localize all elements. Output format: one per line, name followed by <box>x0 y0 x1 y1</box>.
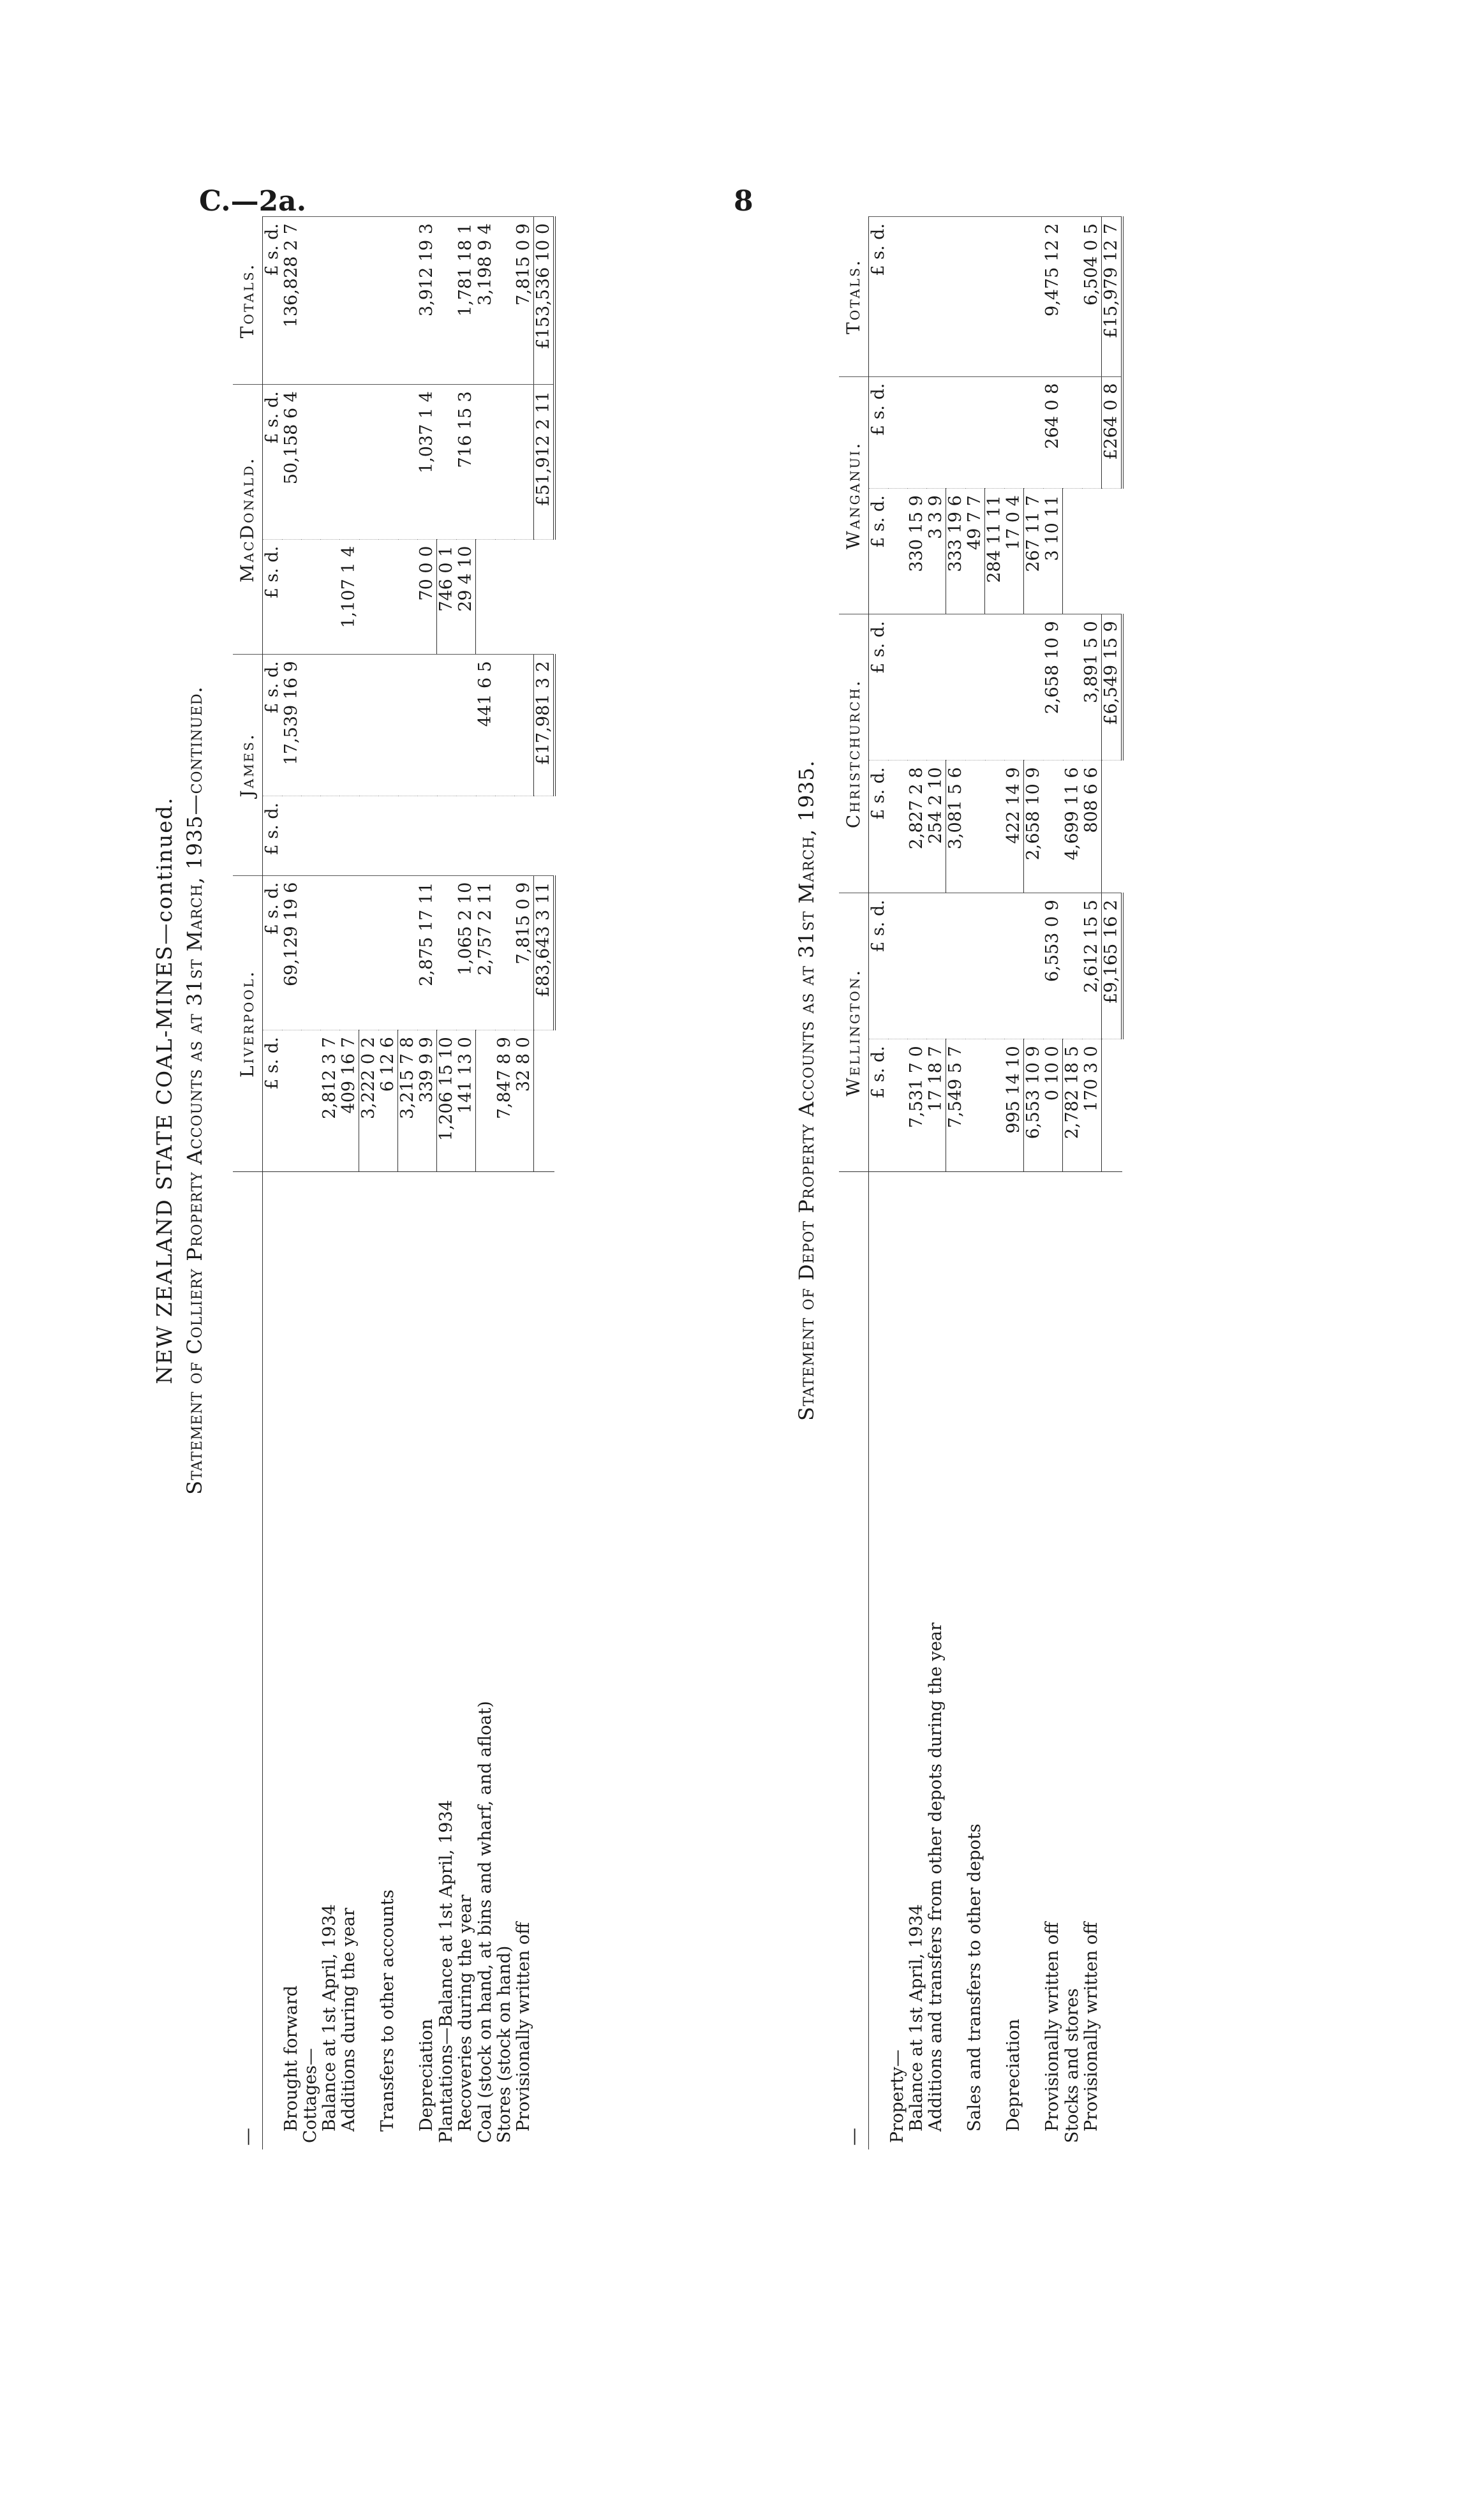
row-label: Coal (stock on hand, at bins and wharf, and afloat) <box>476 1172 495 2150</box>
table-row <box>888 217 907 2150</box>
cell: 422 14 9 <box>1004 761 1024 893</box>
row-label <box>946 1172 966 2150</box>
units: £ s. d. <box>263 217 283 385</box>
cell: 1,781 18 1 <box>456 217 476 385</box>
cell: 3,198 9 4 <box>476 217 495 385</box>
row-label: Property— <box>888 1172 907 2150</box>
cell: 330 15 9 <box>907 489 926 614</box>
depot-col-totals: Totals. <box>839 217 869 377</box>
cell: 49 7 7 <box>965 489 985 614</box>
table-row <box>926 217 946 2150</box>
table-row <box>985 217 1005 2150</box>
cell: 441 6 5 <box>476 655 495 796</box>
totals-row <box>533 217 554 2150</box>
total-james: £17,981 3 2 <box>533 655 554 796</box>
units: £ s. d. <box>869 893 889 1039</box>
row-label: Depreciation <box>1004 1172 1024 2150</box>
cell <box>282 1030 301 1172</box>
total-liverpool: £83,643 3 11 <box>533 875 554 1030</box>
cell: 2,757 2 11 <box>476 875 495 1030</box>
row-label <box>985 1172 1005 2150</box>
colliery-col-james: James. <box>233 655 263 876</box>
cell: 1,037 1 4 <box>417 385 437 539</box>
table-row <box>320 217 339 2150</box>
row-label: Depreciation <box>417 1172 437 2150</box>
table-row <box>398 217 418 2150</box>
totals-row <box>1102 217 1123 2150</box>
cell: 3,912 19 3 <box>417 217 437 385</box>
depot-col-wanganui: Wanganui. <box>839 376 869 614</box>
cell: 70 0 0 <box>417 539 437 654</box>
cell: 170 3 0 <box>1082 1039 1102 1172</box>
units: £ s. d. <box>869 489 889 614</box>
total-grand: £15,979 12 7 <box>1102 217 1123 377</box>
units: £ s. d. <box>869 1039 889 1172</box>
cell: 29 4 10 <box>456 539 476 654</box>
colliery-col-totals: Totals. <box>233 217 263 385</box>
cell: 3,215 7 8 <box>398 1030 418 1172</box>
cell: 7,847 8 9 <box>495 1030 514 1172</box>
cell: 1,206 15 10 <box>437 1030 457 1172</box>
cell: 6,553 10 9 <box>1024 1039 1044 1172</box>
cell: 141 13 0 <box>456 1030 476 1172</box>
cell: 17 18 7 <box>926 1039 946 1172</box>
units: £ s. d. <box>263 796 283 875</box>
row-label: Sales and transfers to other depots <box>965 1172 985 2150</box>
total-wellington: £9,165 16 2 <box>1102 893 1123 1039</box>
table-row <box>965 217 985 2150</box>
cell: 7,549 5 7 <box>946 1039 966 1172</box>
cell: 339 9 9 <box>417 1030 437 1172</box>
table-row <box>359 217 379 2150</box>
cell: 264 0 8 <box>1043 376 1063 489</box>
table-row <box>339 217 359 2150</box>
colliery-col-label: — <box>233 1172 263 2150</box>
units: £ s. d. <box>263 385 283 539</box>
cell: 746 0 1 <box>437 539 457 654</box>
main-heading: NEW ZEALAND STATE COAL-MINES—continued. <box>152 796 177 1384</box>
cell: 3 3 9 <box>926 489 946 614</box>
cell: 716 15 3 <box>456 385 476 539</box>
row-label: Cottages— <box>301 1172 320 2150</box>
table-row <box>282 217 301 2150</box>
table-row <box>514 217 534 2150</box>
total-macdonald: £51,912 2 11 <box>533 385 554 539</box>
cell: 32 8 0 <box>514 1030 534 1172</box>
row-label: Recoveries during the year <box>456 1172 476 2150</box>
cell: 2,612 15 5 <box>1082 893 1102 1039</box>
units: £ s. d. <box>263 875 283 1030</box>
cell: 409 16 7 <box>339 1030 359 1172</box>
row-label: Balance at 1st April, 1934 <box>320 1172 339 2150</box>
cell: 9,475 12 2 <box>1043 217 1063 377</box>
cell: 136,828 2 7 <box>282 217 301 385</box>
table-row <box>417 217 437 2150</box>
depot-table <box>839 216 1124 2149</box>
depot-col-wellington: Wellington. <box>839 893 869 1172</box>
cell: 50,158 6 4 <box>282 385 301 539</box>
units: £ s. d. <box>869 217 889 377</box>
cell: 3,081 5 6 <box>946 761 966 893</box>
table-row <box>495 217 514 2150</box>
cell: 6 12 6 <box>378 1030 398 1172</box>
cell: 3,222 0 2 <box>359 1030 379 1172</box>
cell <box>282 796 301 875</box>
units: £ s. d. <box>869 761 889 893</box>
depot-col-label: — <box>839 1172 869 2150</box>
row-label: Stocks and stores <box>1063 1172 1083 2150</box>
table-row <box>437 217 457 2150</box>
cell: 17,539 16 9 <box>282 655 301 796</box>
units: £ s. d. <box>869 614 889 761</box>
cell: 2,658 10 9 <box>1043 614 1063 761</box>
colliery-col-macdonald: MacDonald. <box>233 385 263 655</box>
table-row <box>946 217 966 2150</box>
table-row <box>456 217 476 2150</box>
cell: 17 0 4 <box>1004 489 1024 614</box>
table-row <box>476 217 495 2150</box>
cell: 0 10 0 <box>1043 1039 1063 1172</box>
total-wanganui: £264 0 8 <box>1102 376 1123 489</box>
row-label <box>1024 1172 1044 2150</box>
total-grand: £153,536 10 0 <box>533 217 554 385</box>
units: £ s. d. <box>263 539 283 654</box>
cell: 2,827 2 8 <box>907 761 926 893</box>
depot-heading: Statement of Depot Property Accounts as at 31st March, 1935. <box>794 760 819 1421</box>
table-row <box>1063 217 1083 2150</box>
cell: 3,891 5 0 <box>1082 614 1102 761</box>
cell: 3 10 11 <box>1043 489 1063 614</box>
row-label <box>398 1172 418 2150</box>
cell: 1,065 2 10 <box>456 875 476 1030</box>
table-row <box>301 217 320 2150</box>
cell: 284 11 11 <box>985 489 1005 614</box>
total-christchurch: £6,549 15 9 <box>1102 614 1123 761</box>
cell: 4,699 11 6 <box>1063 761 1083 893</box>
colliery-table <box>233 216 556 2149</box>
cell: 7,531 7 0 <box>907 1039 926 1172</box>
cell: 2,812 3 7 <box>320 1030 339 1172</box>
colliery-col-liverpool: Liverpool. <box>233 875 263 1171</box>
cell: 2,782 18 5 <box>1063 1039 1083 1172</box>
depot-col-christchurch: Christchurch. <box>839 614 869 893</box>
cell: 6,504 0 5 <box>1082 217 1102 377</box>
row-label: Balance at 1st April, 1934 <box>907 1172 926 2150</box>
row-label: Additions and transfers from other depots during the year <box>926 1172 946 2150</box>
table-row <box>378 217 398 2150</box>
row-label: Additions during the year <box>339 1172 359 2150</box>
cell: 995 14 10 <box>1004 1039 1024 1172</box>
row-label <box>359 1172 379 2150</box>
table-row <box>1004 217 1024 2150</box>
row-label: Provisionally written off <box>1082 1172 1102 2150</box>
row-label: Plantations—Balance at 1st April, 1934 <box>437 1172 457 2150</box>
table-row <box>1082 217 1102 2150</box>
cell: 7,815 0 9 <box>514 875 534 1030</box>
row-label: Provisionally written off <box>1043 1172 1063 2150</box>
cell: 69,129 19 6 <box>282 875 301 1030</box>
page-code: C.—2a. <box>199 185 307 218</box>
cell: 2,875 17 11 <box>417 875 437 1030</box>
table-row <box>907 217 926 2150</box>
units: £ s. d. <box>263 655 283 796</box>
cell: 1,107 1 4 <box>339 539 359 654</box>
cell: 6,553 0 9 <box>1043 893 1063 1039</box>
cell: 808 6 6 <box>1082 761 1102 893</box>
cell: 2,658 10 9 <box>1024 761 1044 893</box>
row-label: Stores (stock on hand) <box>495 1172 514 2150</box>
row-label: Brought forward <box>282 1172 301 2150</box>
cell <box>282 539 301 654</box>
table-row <box>1043 217 1063 2150</box>
units: £ s. d. <box>869 376 889 489</box>
row-label: Transfers to other accounts <box>378 1172 398 2150</box>
cell: 254 2 10 <box>926 761 946 893</box>
cell: 267 11 7 <box>1024 489 1044 614</box>
cell: 333 19 6 <box>946 489 966 614</box>
row-label: Provisionally written off <box>514 1172 534 2150</box>
cell: 7,815 0 9 <box>514 217 534 385</box>
units: £ s. d. <box>263 1030 283 1172</box>
table-row <box>1024 217 1044 2150</box>
colliery-heading: Statement of Colliery Property Accounts as at 31st March, 1935—continued. <box>182 686 207 1495</box>
page-number: 8 <box>734 185 753 218</box>
